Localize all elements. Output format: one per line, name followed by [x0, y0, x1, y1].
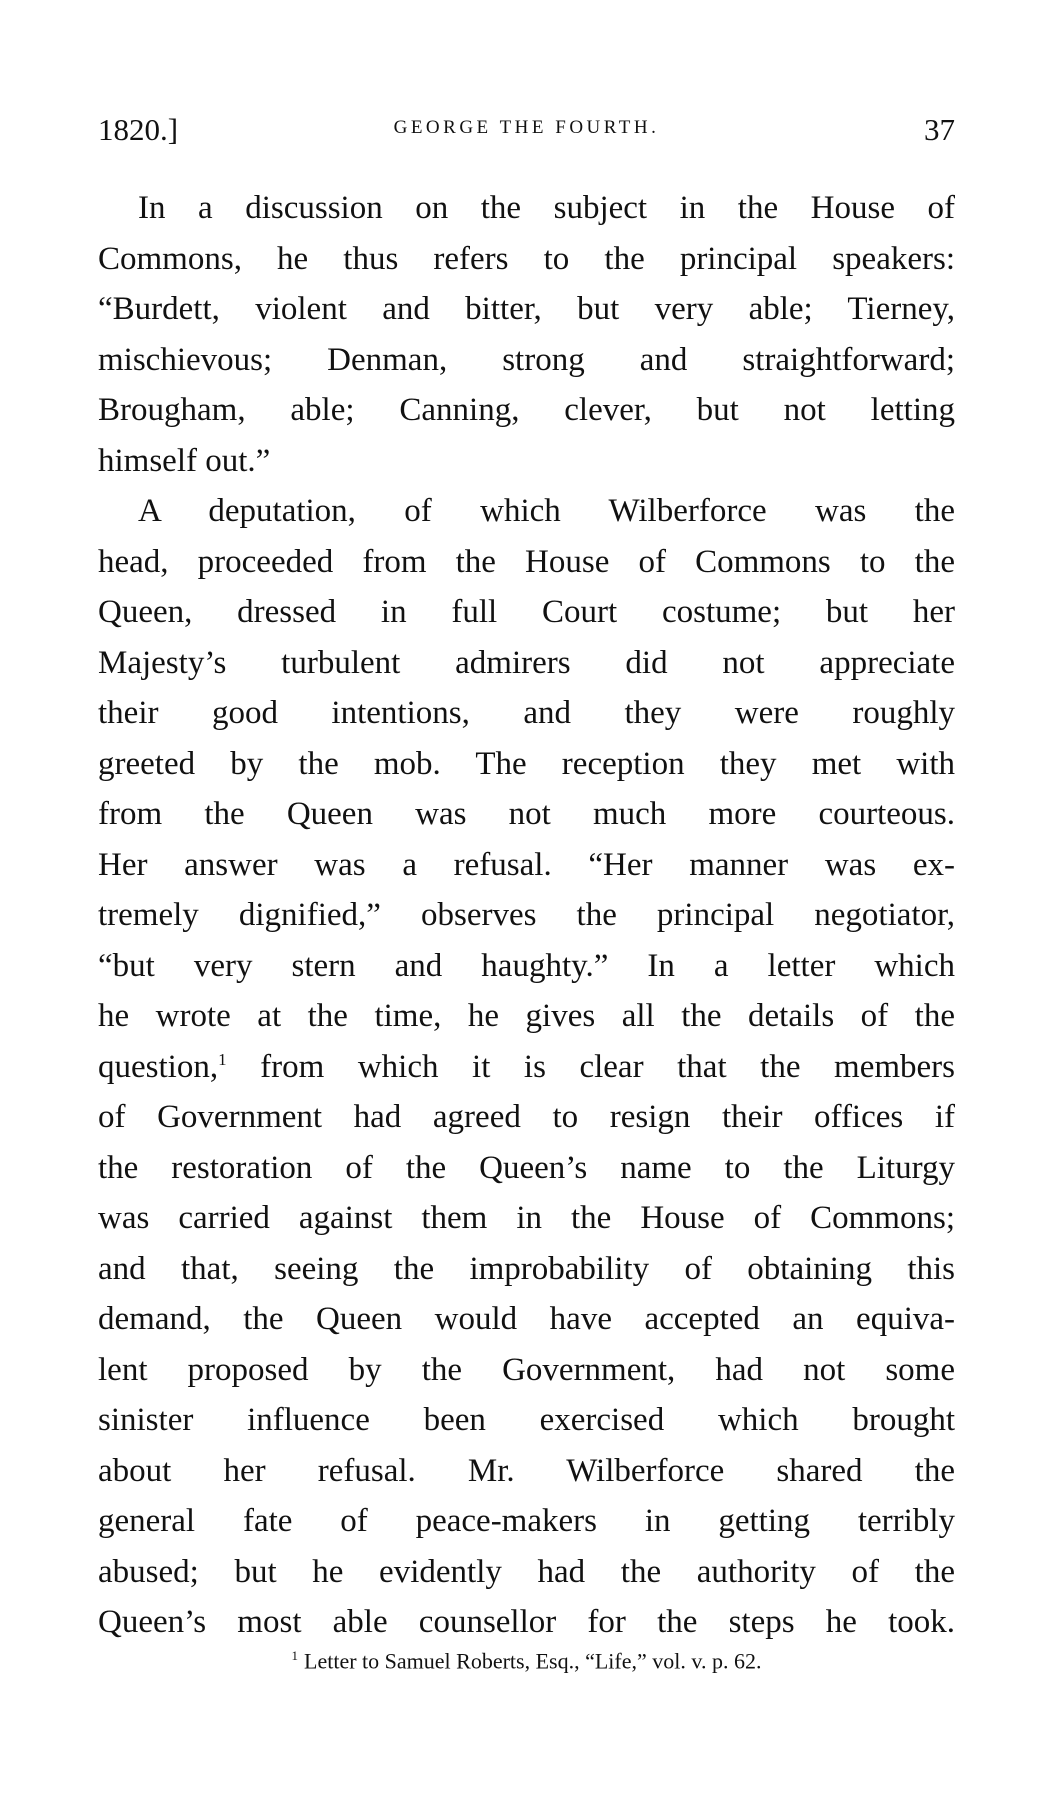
text-line: of Government had agreed to resign their offices if [98, 1099, 955, 1135]
text-line: himself out.” [98, 442, 271, 479]
page-number: 37 [924, 112, 955, 147]
paragraph [98, 486, 955, 1648]
running-head-year: 1820.] [98, 112, 179, 147]
text-line: Queen’s most able counsellor for the steps he took. [98, 1604, 955, 1640]
text-line-with-footnote [98, 1042, 955, 1093]
text-line: the restoration of the Queen’s name to the Liturgy [98, 1149, 955, 1186]
footnote-text: Letter to Samuel Roberts, Esq., “Life,” vol. v. p. 62. [304, 1648, 762, 1674]
text-line: about her refusal. Mr. Wilberforce shared the [98, 1452, 955, 1489]
text-line: their good intentions, and they were roughly [98, 695, 955, 731]
text-line: head, proceeded from the House of Commons to the [98, 543, 955, 580]
text-line: Majesty’s turbulent admirers did not appreciate [98, 644, 955, 681]
text-line: from the Queen was not much more courteous. [98, 796, 955, 832]
body-text [98, 183, 955, 1648]
text-line: Queen, dressed in full Court costume; but her [98, 594, 955, 630]
text-line: mischievous; Denman, strong and straightforward; [98, 341, 955, 378]
line-rest: from which it is clear that the members [226, 1048, 955, 1085]
text-line: Commons, he thus refers to the principal speakers: [98, 240, 955, 277]
footnote [98, 1648, 955, 1674]
text-line: “but very stern and haughty.” In a letter which [98, 947, 955, 984]
paragraph [98, 183, 955, 486]
text-line: Her answer was a refusal. “Her manner was ex- [98, 846, 955, 883]
text-line: lent proposed by the Government, had not some [98, 1351, 955, 1388]
text-line: demand, the Queen would have accepted an equiva- [98, 1301, 955, 1337]
footnote-reference: 1 [218, 1049, 227, 1069]
text-line: and that, seeing the improbability of obtaining this [98, 1250, 955, 1287]
text-line: greeted by the mob. The reception they met with [98, 745, 955, 782]
text-line: tremely dignified,” observes the principal negotiator, [98, 897, 955, 933]
line-start: question, [98, 1048, 219, 1085]
text-line: Brougham, able; Canning, clever, but not letting [98, 392, 955, 428]
text-line: “Burdett, violent and bitter, but very able; Tierney, [98, 291, 955, 327]
text-line: abused; but he evidently had the authority of the [98, 1553, 955, 1590]
text-line: general fate of peace-makers in getting terribly [98, 1503, 955, 1539]
text-line: was carried against them in the House of Commons; [98, 1200, 955, 1236]
running-head-title: GEORGE THE FOURTH. [393, 117, 660, 138]
footnote-marker: 1 [291, 1648, 299, 1663]
text-line: he wrote at the time, he gives all the details of the [98, 998, 955, 1034]
text-line: A deputation, of which Wilberforce was the [138, 493, 955, 529]
text-line: sinister influence been exercised which brought [98, 1402, 955, 1438]
text-line: In a discussion on the subject in the House of [138, 190, 955, 226]
running-head [98, 112, 955, 152]
